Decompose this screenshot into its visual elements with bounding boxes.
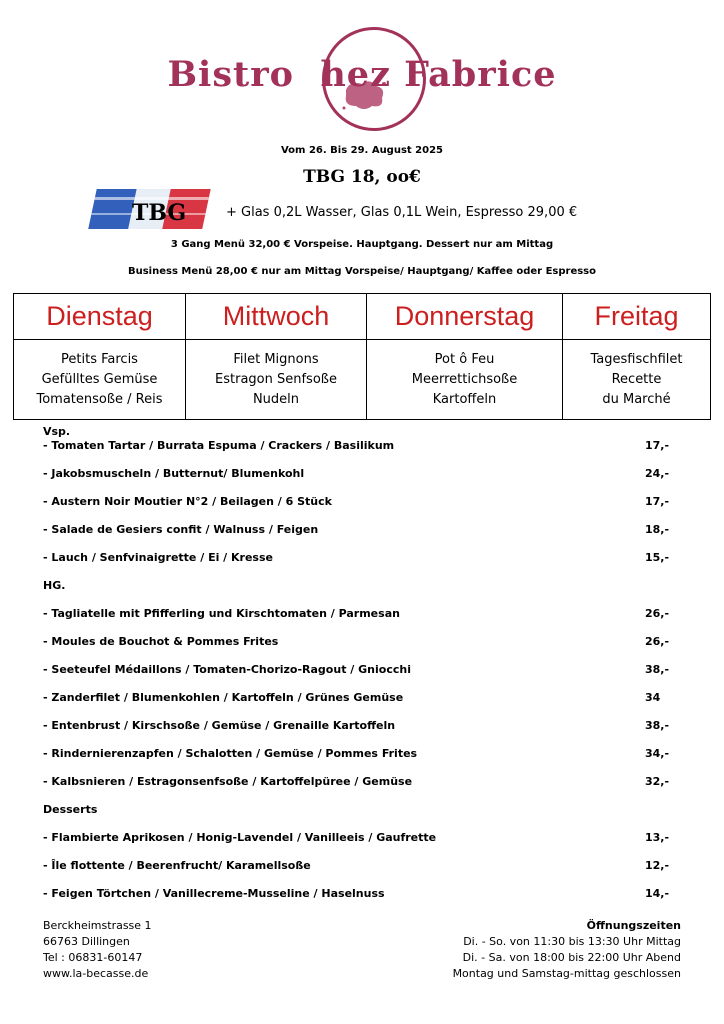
item-price: 26,- <box>645 607 670 620</box>
menu-item <box>43 663 681 691</box>
website-link[interactable]: www.la-becasse.de <box>43 967 149 980</box>
day-name: Dienstag <box>46 301 153 331</box>
item-name: - Tagliatelle mit Pfifferling und Kirschtomaten / Parmesan <box>43 607 400 620</box>
item-price: 14,- <box>645 887 670 900</box>
menu-item <box>43 495 681 523</box>
item-name: - Zanderfilet / Blumenkohlen / Kartoffeln / Grünes Gemüse <box>43 691 404 704</box>
item-price: 12,- <box>645 859 670 872</box>
address-block <box>43 918 152 982</box>
tbg-extras: + Glas 0,2L Wasser, Glas 0,1L Wein, Espresso 29,00 € <box>226 205 578 220</box>
day-cell-donnerstag <box>367 294 563 340</box>
dish-line: Recette <box>611 371 662 387</box>
menu-item <box>43 439 681 467</box>
item-name: - Moules de Bouchot & Pommes Frites <box>43 635 279 648</box>
item-price: 24,- <box>645 467 670 480</box>
section-label-desserts: Desserts <box>43 803 98 816</box>
menu-item <box>43 887 681 915</box>
daily-menu-table <box>13 293 711 420</box>
menu-item <box>43 523 681 551</box>
opening-hours-title: Öffnungszeiten <box>586 919 681 932</box>
item-name: - Jakobsmuscheln / Butternut/ Blumenkohl <box>43 467 305 480</box>
section-label-starters: Vsp. <box>43 425 71 438</box>
day-dish-row <box>14 340 711 420</box>
tbg-price: TBG 18, oo€ <box>303 167 421 187</box>
item-name: - Feigen Törtchen / Vanillecreme-Musseline / Haselnuss <box>43 887 385 900</box>
menu-item <box>43 775 681 803</box>
dish-line: Tagesfischfilet <box>590 351 683 367</box>
dish-line: Tomatensoße / Reis <box>36 391 163 407</box>
menu-item <box>43 607 681 635</box>
item-price: 34,- <box>645 747 670 760</box>
item-price: 32,- <box>645 775 670 788</box>
hours-line: Di. - Sa. von 18:00 bis 22:00 Uhr Abend <box>462 951 681 964</box>
dish-line: Kartoffeln <box>432 391 497 407</box>
phone-number: Tel : 06831-60147 <box>43 951 143 964</box>
item-name: - Salade de Gesiers confit / Walnuss / Feigen <box>43 523 319 536</box>
item-price: 34 <box>645 691 661 704</box>
item-name: - Flambierte Aprikosen / Honig-Lavendel / Vanilleeis / Gaufrette <box>43 831 437 844</box>
carte-menu <box>43 425 681 915</box>
item-name: - Austern Noir Moutier N°2 / Beilagen / 6 Stück <box>43 495 332 508</box>
address-street: Berckheimstrasse 1 <box>43 919 152 932</box>
item-name: - Île flottente / Beerenfrucht/ Karamellsoße <box>43 859 311 872</box>
item-price: 38,- <box>645 663 670 676</box>
dish-cell <box>563 340 711 420</box>
menu-item <box>43 859 681 887</box>
item-price: 17,- <box>645 495 670 508</box>
item-price: 38,- <box>645 719 670 732</box>
menu-item <box>43 747 681 775</box>
section-label-mains: HG. <box>43 579 66 592</box>
item-name: - Kalbsnieren / Estragonsenfsoße / Kartoffelpüree / Gemüse <box>43 775 413 788</box>
item-name: - Rindernierenzapfen / Schalotten / Gemüse / Pommes Frites <box>43 747 418 760</box>
item-name: - Entenbrust / Kirschsoße / Gemüse / Grenaille Kartoffeln <box>43 719 396 732</box>
dish-line: Meerrettichsoße <box>411 371 518 387</box>
day-name: Freitag <box>594 301 679 331</box>
item-price: 15,- <box>645 551 670 564</box>
menu-item <box>43 691 681 719</box>
item-name: - Tomaten Tartar / Burrata Espuma / Crackers / Basilikum <box>43 439 395 452</box>
day-cell-mittwoch <box>186 294 367 340</box>
address-city: 66763 Dillingen <box>43 935 130 948</box>
dish-line: Gefülltes Gemüse <box>41 371 158 387</box>
menu-item <box>43 719 681 747</box>
three-course-menu: 3 Gang Menü 32,00 € Vorspeise. Hauptgang. Dessert nur am Mittag <box>170 239 554 250</box>
menu-item <box>43 635 681 663</box>
tbg-logo-text: TBG <box>132 200 187 226</box>
item-price: 17,- <box>645 439 670 452</box>
dish-line: du Marché <box>602 391 671 407</box>
date-range: Vom 26. Bis 29. August 2025 <box>280 145 444 156</box>
dish-cell <box>186 340 367 420</box>
item-price: 13,- <box>645 831 670 844</box>
business-menu: Business Menü 28,00 € nur am Mittag Vorspeise/ Hauptgang/ Kaffee oder Espresso <box>127 266 596 277</box>
day-cell-dienstag <box>14 294 186 340</box>
item-price: 26,- <box>645 635 670 648</box>
dish-line: Estragon Senfsoße <box>215 371 337 387</box>
item-name: - Lauch / Senfvinaigrette / Ei / Kresse <box>43 551 273 564</box>
dish-cell <box>14 340 186 420</box>
item-price: 18,- <box>645 523 670 536</box>
day-header-row <box>14 294 711 340</box>
dish-line: Nudeln <box>252 391 300 407</box>
dish-line: Petits Farcis <box>61 351 138 367</box>
menu-item <box>43 467 681 495</box>
dish-line: Filet Mignons <box>233 351 319 367</box>
menu-item <box>43 831 681 859</box>
opening-hours-block <box>453 918 681 982</box>
restaurant-logo-text: Bistro hez Fabrice <box>167 54 557 95</box>
dish-line: Pot ô Feu <box>434 351 495 367</box>
item-name: - Seeteufel Médaillons / Tomaten-Chorizo-Ragout / Gniocchi <box>43 663 411 676</box>
day-name: Mittwoch <box>222 301 330 331</box>
day-cell-freitag <box>563 294 711 340</box>
day-name: Donnerstag <box>394 301 535 331</box>
hours-line: Montag und Samstag-mittag geschlossen <box>452 967 681 980</box>
menu-item <box>43 551 681 579</box>
hours-line: Di. - So. von 11:30 bis 13:30 Uhr Mittag <box>463 935 681 948</box>
dish-cell <box>367 340 563 420</box>
